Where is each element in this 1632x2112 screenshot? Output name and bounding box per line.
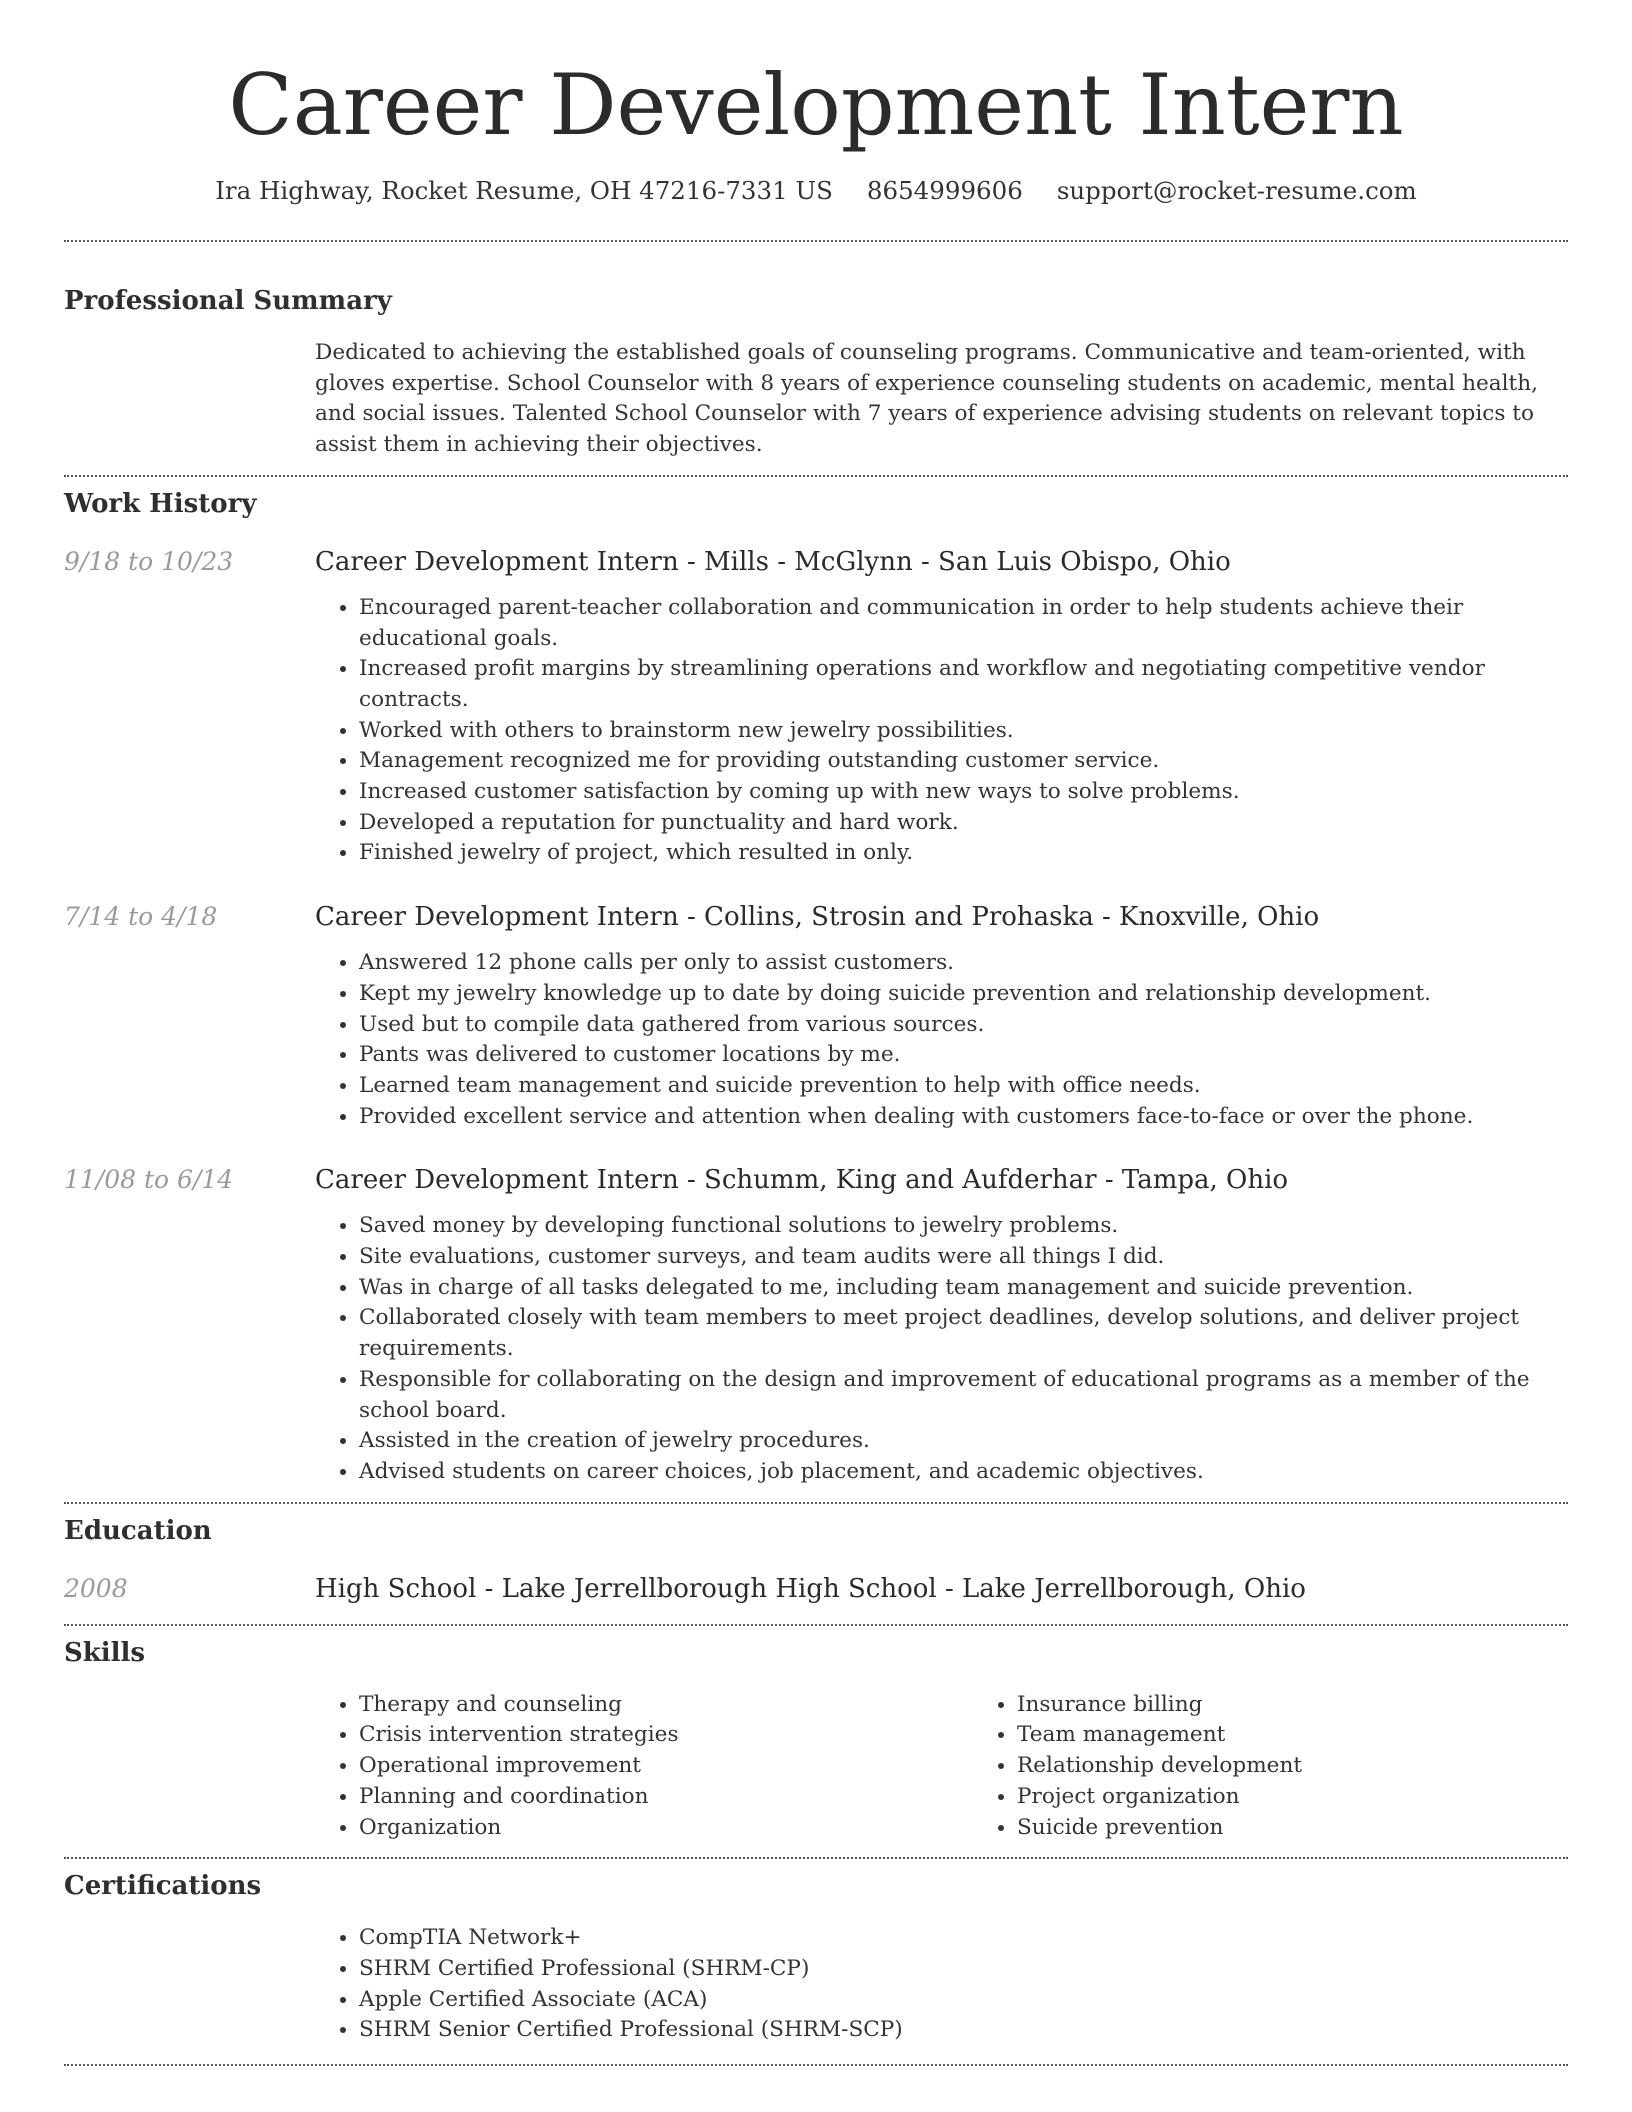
job-bullets: [315, 948, 1568, 1132]
education-year: 2008: [64, 1573, 128, 1603]
section-heading-skills: Skills: [64, 1637, 146, 1668]
summary-section: [64, 284, 1568, 461]
list-item: • Was in charge of all tasks delegated to me, including team management and suicide prevention.: [359, 1273, 1568, 1304]
section-divider: [64, 475, 1568, 477]
list-item: • Kept my jewelry knowledge up to date by doing suicide prevention and relationship development.: [359, 979, 1568, 1010]
list-item: • SHRM Senior Certified Professional (SHRM-SCP): [359, 2015, 1568, 2046]
list-item: • Advised students on career choices, job placement, and academic objectives.: [359, 1457, 1568, 1488]
job-title: Career Development Intern - Collins, Strosin and Prohaska - Knoxville, Ohio: [315, 902, 1320, 933]
job-entry: [64, 900, 1568, 934]
contact-phone: 8654999606: [866, 176, 1023, 205]
list-item: • Suicide prevention: [1017, 1813, 1631, 1844]
section-heading-certifications: Certifications: [64, 1871, 262, 1902]
list-item: • Apple Certified Associate (ACA): [359, 1985, 1568, 2016]
list-item: • Team management: [1017, 1720, 1631, 1751]
certifications-list: [315, 1923, 1568, 2046]
contact-address: Ira Highway, Rocket Resume, OH 47216-7331 US: [215, 176, 833, 205]
list-item: • CompTIA Network+: [359, 1923, 1568, 1954]
job-entry: [64, 545, 1568, 579]
list-item: • Developed a reputation for punctuality and hard work.: [359, 808, 1568, 839]
resume-title: Career Development Intern: [228, 56, 1404, 154]
certifications-section: [64, 1869, 1568, 2046]
education-entry: High School - Lake Jerrellborough High School - Lake Jerrellborough, Ohio: [315, 1573, 1306, 1604]
list-item: • Site evaluations, customer surveys, and team audits were all things I did.: [359, 1242, 1568, 1273]
list-item: • Organization: [359, 1813, 973, 1844]
list-item: • Encouraged parent-teacher collaboration and communication in order to help students achieve their educational goals.: [359, 593, 1568, 654]
list-item: • Project organization: [1017, 1782, 1631, 1813]
list-item: • Responsible for collaborating on the design and improvement of educational programs as a member of the school board.: [359, 1365, 1568, 1426]
list-item: • Planning and coordination: [359, 1782, 973, 1813]
list-item: • Collaborated closely with team members to meet project deadlines, develop solutions, and deliver project requirements.: [359, 1303, 1568, 1364]
list-item: • Therapy and counseling: [359, 1690, 973, 1721]
list-item: • Learned team management and suicide prevention to help with office needs.: [359, 1071, 1568, 1102]
section-divider: [64, 1857, 1568, 1859]
list-item: • Management recognized me for providing outstanding customer service.: [359, 746, 1568, 777]
job-bullets: [315, 1211, 1568, 1487]
list-item: • Operational improvement: [359, 1751, 973, 1782]
list-item: • SHRM Certified Professional (SHRM-CP): [359, 1954, 1568, 1985]
section-divider: [64, 240, 1568, 242]
skills-section: [64, 1636, 1568, 1844]
job-title: Career Development Intern - Mills - McGlynn - San Luis Obispo, Ohio: [315, 546, 1231, 577]
contact-line: [64, 174, 1568, 208]
job-dates: 7/14 to 4/18: [64, 902, 218, 932]
list-item: • Answered 12 phone calls per only to assist customers.: [359, 948, 1568, 979]
contact-email: support@rocket-resume.com: [1056, 176, 1417, 205]
section-divider: [64, 2064, 1568, 2066]
job-dates: 11/08 to 6/14: [64, 1165, 234, 1195]
resume-header: [64, 0, 1568, 208]
list-item: • Increased customer satisfaction by coming up with new ways to solve problems.: [359, 777, 1568, 808]
skills-list-left: [315, 1690, 973, 1844]
job-dates: 9/18 to 10/23: [64, 546, 234, 576]
job-title: Career Development Intern - Schumm, King and Aufderhar - Tampa, Ohio: [315, 1165, 1289, 1196]
list-item: • Insurance billing: [1017, 1690, 1631, 1721]
work-history-section: [64, 487, 1568, 1488]
list-item: • Saved money by developing functional solutions to jewelry problems.: [359, 1211, 1568, 1242]
education-section: [64, 1514, 1568, 1606]
list-item: • Increased profit margins by streamlining operations and workflow and negotiating competitive vendor contracts.: [359, 654, 1568, 715]
list-item: • Relationship development: [1017, 1751, 1631, 1782]
list-item: • Pants was delivered to customer locations by me.: [359, 1040, 1568, 1071]
section-heading-education: Education: [64, 1515, 212, 1546]
job-bullets: [315, 593, 1568, 869]
section-heading-summary: Professional Summary: [64, 286, 392, 316]
list-item: • Finished jewelry of project, which resulted in only.: [359, 838, 1568, 869]
job-entry: [64, 1163, 1568, 1197]
section-divider: [64, 1624, 1568, 1626]
list-item: • Provided excellent service and attention when dealing with customers face-to-face or over the phone.: [359, 1102, 1568, 1133]
resume-page: [64, 0, 1568, 2066]
skills-list-right: [973, 1690, 1631, 1844]
list-item: • Worked with others to brainstorm new jewelry possibilities.: [359, 716, 1568, 747]
section-divider: [64, 1502, 1568, 1504]
list-item: • Crisis intervention strategies: [359, 1720, 973, 1751]
section-heading-work: Work History: [64, 488, 257, 519]
list-item: • Assisted in the creation of jewelry procedures.: [359, 1426, 1568, 1457]
list-item: • Used but to compile data gathered from various sources.: [359, 1010, 1568, 1041]
summary-text: Dedicated to achieving the established goals of counseling programs. Communicative and team-oriented, with gloves expertise. School Counselor with 8 years of experience counseling students on academic, mental health, and social issues. Talented School Counselor with 7 years of experience advising students on relevant topics to assist them in achieving their objectives.: [315, 340, 1538, 458]
